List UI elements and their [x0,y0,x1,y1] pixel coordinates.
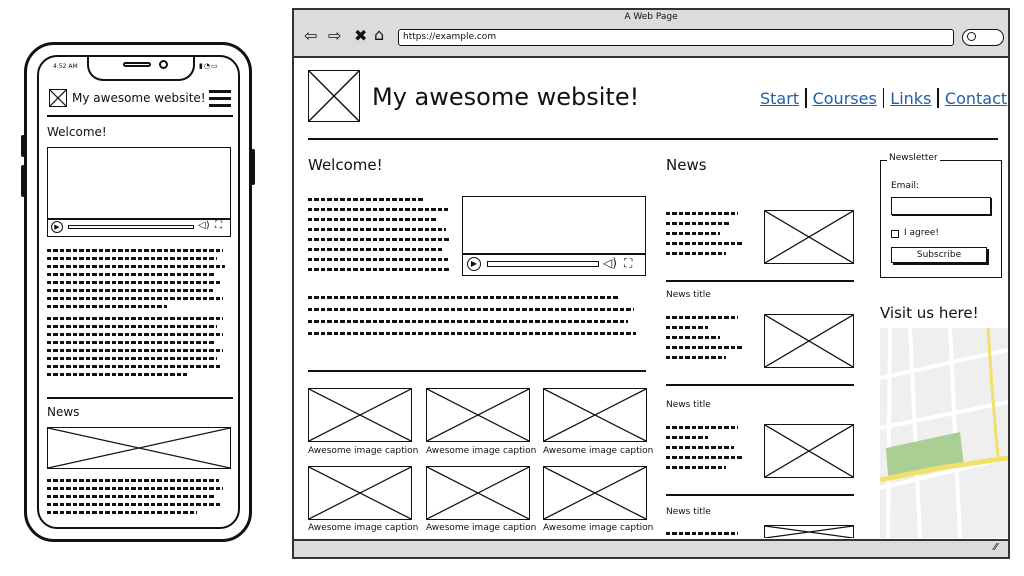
news-image[interactable] [764,314,854,368]
phone-welcome-heading: Welcome! [47,125,107,139]
subscribe-button[interactable]: Subscribe [891,247,987,263]
search-field[interactable] [962,29,1004,46]
news-image[interactable] [764,210,854,264]
newsletter-box [880,153,1002,278]
forward-arrow-icon[interactable]: ⇨ [328,26,342,45]
gallery-caption: Awesome image caption [308,523,419,533]
divider [47,397,233,399]
phone-mockup [24,42,252,542]
volume-icon[interactable]: ◁) [603,256,617,270]
gallery-image[interactable] [308,466,412,520]
nav-link-contact[interactable]: Contact [944,88,1008,108]
volume-icon[interactable]: ◁) [198,220,210,231]
window-title: A Web Page [624,12,678,22]
gallery-image[interactable] [426,466,530,520]
news-title[interactable]: News title [666,290,711,300]
phone-news-heading: News [47,405,80,419]
status-icons: ▮◔▭ [199,62,219,70]
nav-separator [937,88,939,108]
url-bar[interactable]: https://example.com [398,29,954,46]
search-icon [967,32,976,41]
status-time: 4:52 AM [53,63,78,70]
divider [666,384,854,386]
nav-separator [883,88,885,108]
main-nav [760,87,1007,109]
news-title[interactable]: News title [666,507,711,517]
phone-site-title: My awesome website! [72,91,206,105]
news-snippet [666,314,752,364]
home-icon[interactable]: ⌂ [374,25,385,44]
news-snippet [666,530,752,538]
video-progress-bar[interactable] [68,225,194,229]
video-player[interactable] [462,196,646,276]
phone-video-player[interactable] [47,147,231,237]
phone-news-text [47,477,231,517]
nav-link-courses[interactable]: Courses [812,88,877,108]
gallery-image[interactable] [308,388,412,442]
news-snippet [666,210,752,260]
speaker-icon [123,62,151,67]
divider [47,115,233,117]
video-progress-bar[interactable] [487,261,599,267]
gallery-image[interactable] [426,388,530,442]
gallery-caption: Awesome image caption [426,523,537,533]
close-icon[interactable]: ✖ [354,26,368,45]
nav-link-start[interactable]: Start [760,88,800,108]
divider [666,280,854,282]
welcome-heading: Welcome! [308,156,383,174]
news-image[interactable] [764,424,854,478]
browser-window [292,8,1010,559]
gallery-caption: Awesome image caption [543,523,654,533]
phone-notch [87,55,195,81]
newsletter-legend: Newsletter [889,153,938,163]
gallery-caption: Awesome image caption [426,446,537,456]
site-title: My awesome website! [372,83,640,111]
visit-heading: Visit us here! [880,304,979,322]
gallery-caption: Awesome image caption [543,446,654,456]
gallery-caption: Awesome image caption [308,446,419,456]
welcome-intro-text [308,196,458,280]
fullscreen-icon[interactable]: ⛶ [624,256,633,270]
news-image[interactable] [764,525,854,538]
divider [666,494,854,496]
logo-placeholder [308,70,360,122]
phone-volume-up-button [21,135,25,157]
back-arrow-icon[interactable]: ⇦ [304,26,318,45]
play-icon[interactable]: ▶ [467,257,481,271]
phone-welcome-text [47,247,231,387]
welcome-body-text [308,294,648,350]
camera-icon [159,60,168,69]
agree-checkbox[interactable] [891,230,899,238]
phone-power-button [251,149,255,185]
nav-separator [805,88,807,108]
divider [308,370,646,372]
phone-volume-down-button [21,165,25,197]
news-snippet [666,424,752,474]
header-divider [308,138,998,140]
fullscreen-icon[interactable]: ⛶ [215,220,222,231]
play-icon[interactable]: ▶ [51,221,63,233]
agree-label: I agree! [904,228,939,238]
location-map[interactable] [880,328,1008,538]
gallery-image[interactable] [543,466,647,520]
news-title[interactable]: News title [666,400,711,410]
browser-title-bar [294,10,1008,58]
hamburger-menu-icon[interactable] [209,89,231,109]
news-heading: News [666,156,707,174]
phone-screen [37,55,240,529]
browser-status-bar [294,539,1008,557]
phone-logo-placeholder [49,89,67,107]
email-label: Email: [891,181,920,191]
phone-news-image [47,427,231,469]
nav-link-links[interactable]: Links [890,88,932,108]
email-input[interactable] [891,197,991,215]
gallery-image[interactable] [543,388,647,442]
resize-grip-icon[interactable]: ⁄⁄ [994,542,998,553]
